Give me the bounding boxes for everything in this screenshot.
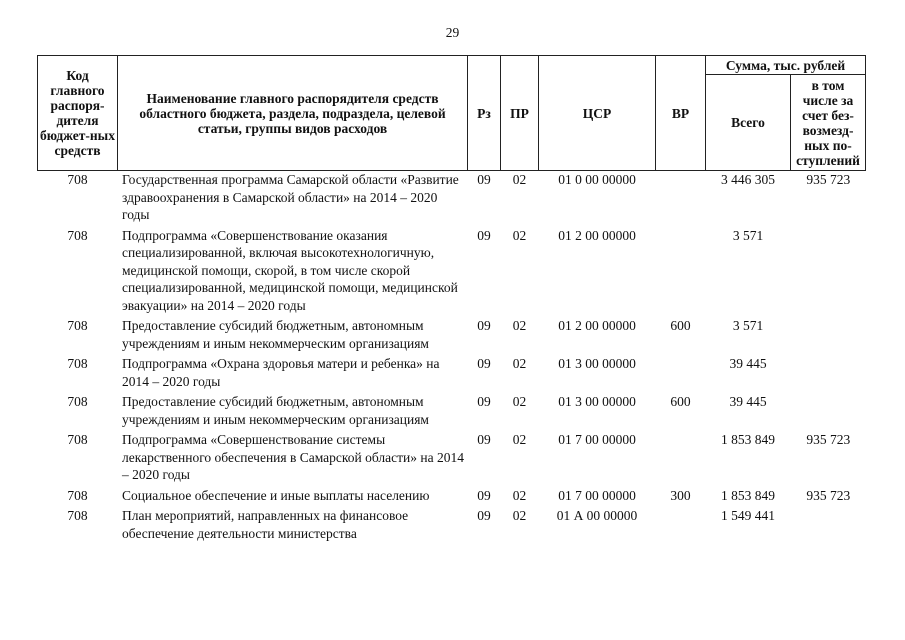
cell-pr: 02 [501, 171, 539, 227]
cell-vr: 600 [656, 393, 706, 431]
header-sum-group: Сумма, тыс. рублей [706, 56, 866, 75]
cell-pr: 02 [501, 317, 539, 355]
table-header-row [38, 56, 866, 75]
cell-total: 1 853 849 [706, 431, 791, 487]
cell-name: Подпрограмма «Совершенствование системы лекарственного обеспечения в Самарской области» на 2014 – 2020 годы [118, 431, 468, 487]
cell-pr: 02 [501, 487, 539, 508]
cell-csr: 01 2 00 00000 [539, 227, 656, 318]
cell-rz: 09 [468, 393, 501, 431]
cell-name: План мероприятий, направленных на финансовое обеспечение деятельности министерства [118, 507, 468, 545]
table-row [38, 317, 866, 355]
cell-code: 708 [38, 393, 118, 431]
header-csr: ЦСР [539, 56, 656, 171]
cell-vr [656, 431, 706, 487]
cell-vr: 600 [656, 317, 706, 355]
cell-csr: 01 7 00 00000 [539, 431, 656, 487]
cell-code: 708 [38, 171, 118, 227]
header-code: Код главного распоря-дителя бюджет-ных средств [38, 56, 118, 171]
cell-pr: 02 [501, 431, 539, 487]
cell-gratuitous [791, 393, 866, 431]
cell-code: 708 [38, 431, 118, 487]
cell-rz: 09 [468, 487, 501, 508]
cell-gratuitous [791, 227, 866, 318]
cell-code: 708 [38, 317, 118, 355]
cell-csr: 01 2 00 00000 [539, 317, 656, 355]
table-row [38, 487, 866, 508]
cell-gratuitous: 935 723 [791, 171, 866, 227]
cell-pr: 02 [501, 507, 539, 545]
cell-csr: 01 3 00 00000 [539, 355, 656, 393]
cell-total: 39 445 [706, 393, 791, 431]
cell-code: 708 [38, 507, 118, 545]
cell-name: Подпрограмма «Совершенствование оказания специализированной, включая высокотехнологичную, медицинской помощи, скорой, в том числе скорой специализированной, медицинской помощи, медицинской эвакуации» на 2014 – 2020 годы [118, 227, 468, 318]
cell-total: 1 549 441 [706, 507, 791, 545]
page-number: 29 [445, 25, 460, 40]
cell-name: Государственная программа Самарской области «Развитие здравоохранения в Самарской области» на 2014 – 2020 годы [118, 171, 468, 227]
cell-total: 3 446 305 [706, 171, 791, 227]
cell-csr: 01 А 00 00000 [539, 507, 656, 545]
table-row [38, 355, 866, 393]
header-total: Всего [706, 75, 791, 171]
cell-gratuitous [791, 507, 866, 545]
cell-rz: 09 [468, 507, 501, 545]
cell-rz: 09 [468, 355, 501, 393]
cell-total: 39 445 [706, 355, 791, 393]
table-body [38, 171, 866, 546]
header-gratuitous: в том числе за счет без-возмезд-ных по-ступлений [791, 75, 866, 171]
budget-table [37, 55, 866, 545]
cell-vr [656, 507, 706, 545]
header-rz: Рз [468, 56, 501, 171]
cell-rz: 09 [468, 431, 501, 487]
cell-vr [656, 227, 706, 318]
cell-gratuitous [791, 317, 866, 355]
cell-gratuitous [791, 355, 866, 393]
cell-csr: 01 7 00 00000 [539, 487, 656, 508]
cell-vr [656, 355, 706, 393]
header-pr: ПР [501, 56, 539, 171]
cell-vr: 300 [656, 487, 706, 508]
header-name: Наименование главного распорядителя средств областного бюджета, раздела, подраздела, целевой статьи, группы видов расходов [118, 56, 468, 171]
table-row [38, 227, 866, 318]
cell-name: Социальное обеспечение и иные выплаты населению [118, 487, 468, 508]
table-row [38, 393, 866, 431]
header-vr: ВР [656, 56, 706, 171]
table-row [38, 431, 866, 487]
cell-name: Предоставление субсидий бюджетным, автономным учреждениям и иным некоммерческим организациям [118, 393, 468, 431]
cell-total: 3 571 [706, 317, 791, 355]
cell-rz: 09 [468, 317, 501, 355]
cell-gratuitous: 935 723 [791, 431, 866, 487]
cell-gratuitous: 935 723 [791, 487, 866, 508]
cell-code: 708 [38, 487, 118, 508]
cell-rz: 09 [468, 171, 501, 227]
cell-rz: 09 [468, 227, 501, 318]
cell-code: 708 [38, 355, 118, 393]
cell-code: 708 [38, 227, 118, 318]
table-row [38, 507, 866, 545]
cell-total: 1 853 849 [706, 487, 791, 508]
cell-pr: 02 [501, 227, 539, 318]
cell-pr: 02 [501, 393, 539, 431]
cell-total: 3 571 [706, 227, 791, 318]
cell-csr: 01 0 00 00000 [539, 171, 656, 227]
cell-pr: 02 [501, 355, 539, 393]
cell-name: Предоставление субсидий бюджетным, автономным учреждениям и иным некоммерческим организациям [118, 317, 468, 355]
table-row [38, 171, 866, 227]
cell-csr: 01 3 00 00000 [539, 393, 656, 431]
cell-name: Подпрограмма «Охрана здоровья матери и ребенка» на 2014 – 2020 годы [118, 355, 468, 393]
cell-vr [656, 171, 706, 227]
